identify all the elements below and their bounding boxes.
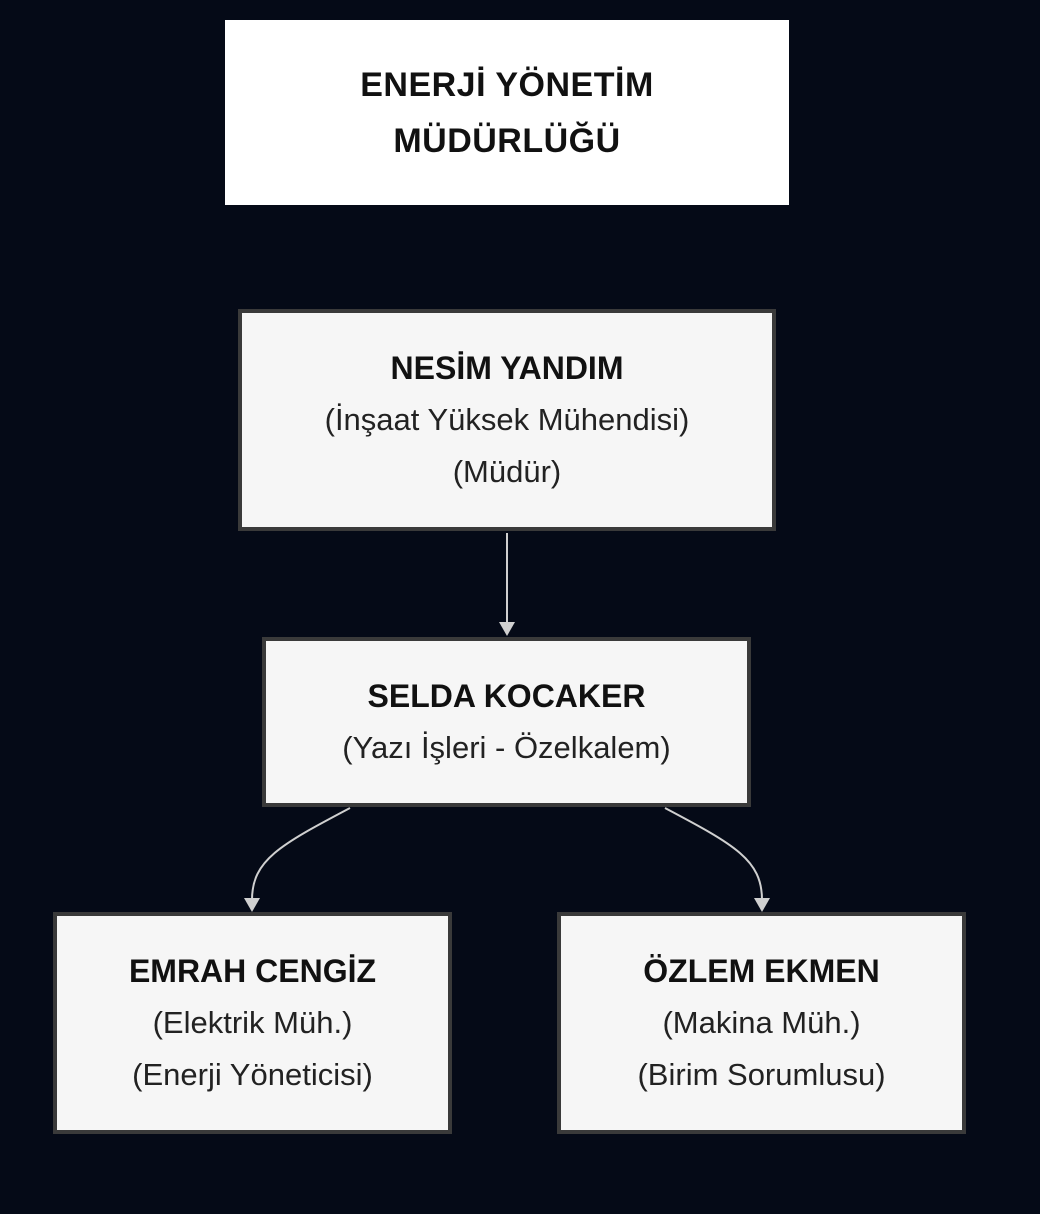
node-unit-head-name: ÖZLEM EKMEN	[643, 953, 880, 989]
node-energy-manager-role: (Enerji Yöneticisi)	[132, 1057, 373, 1092]
node-secretary	[262, 637, 751, 807]
node-manager-role: (Müdür)	[452, 454, 562, 489]
edge-manager-secretary	[499, 533, 515, 636]
node-energy-manager	[53, 912, 452, 1134]
node-manager	[238, 309, 776, 531]
node-unit-head-title: (Makina Müh.)	[662, 1005, 861, 1040]
edge-secretary-unit-head	[665, 808, 770, 912]
node-energy-manager-title: (Elektrik Müh.)	[152, 1005, 353, 1040]
edge-secretary-energy-manager	[244, 808, 350, 912]
node-secretary-name: SELDA KOCAKER	[367, 678, 646, 714]
node-secretary-role: (Yazı İşleri - Özelkalem)	[342, 730, 671, 765]
node-energy-manager-name: EMRAH CENGİZ	[128, 953, 377, 989]
title-line-1: ENERJİ YÖNETİM	[360, 65, 654, 104]
node-manager-name: NESİM YANDIM	[390, 350, 624, 386]
node-unit-head-role: (Birim Sorumlusu)	[637, 1057, 886, 1092]
node-manager-title: (İnşaat Yüksek Mühendisi)	[324, 402, 690, 437]
title-line-2: MÜDÜRLÜĞÜ	[393, 121, 621, 160]
node-unit-head	[557, 912, 966, 1134]
